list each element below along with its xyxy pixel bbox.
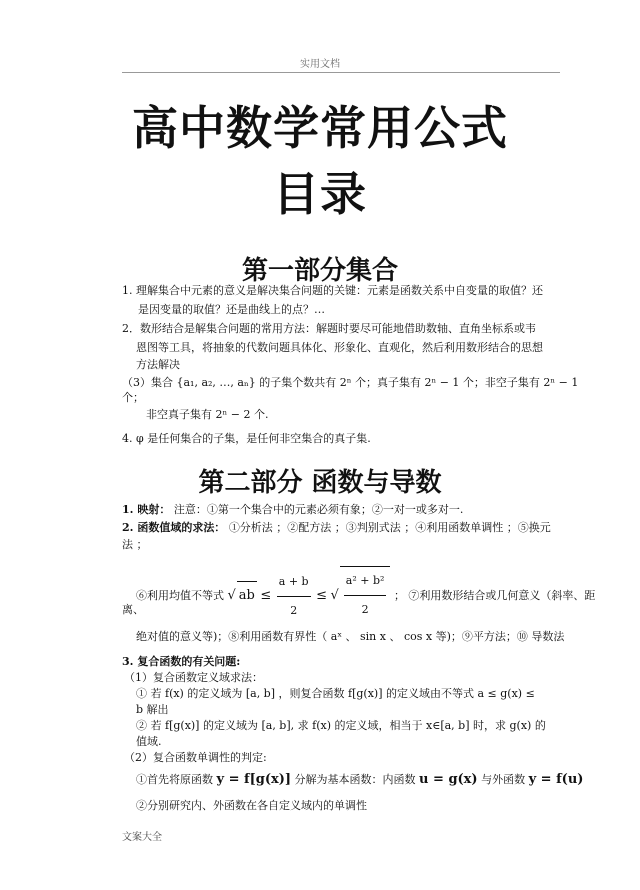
mapping-text: 注意：①第一个集合中的元素必须有象；②一对一或多对一. [173,503,464,516]
page-header: 实用文档 [300,59,340,70]
mean-cont: 离、 [122,603,144,616]
item-3-line1 [122,376,578,390]
composite-line-5: 值域. [136,735,162,748]
decompose-mid: 分解为基本函数：内函数 [291,773,420,786]
decompose-pre: ①首先将原函数 [136,773,217,786]
doc-subtitle: 目录 [273,167,367,221]
composite-line-2: ① 若 f(x) 的定义域为 [a, b] ，则复合函数 f[g(x)] 的定义域由不等式 a ≤ g(x) ≤ [136,687,535,700]
range-label: 2. 函数值域的求法： [122,521,226,534]
sqrt-ab: ab [237,581,257,610]
le-sign-2: ≤ [316,588,327,603]
composite-line-6: （2）复合函数单调性的判定: [124,751,267,764]
item-4: 4. φ 是任何集合的子集，是任何非空集合的真子集. [122,432,371,445]
fraction-denominator-2: 2 [361,603,369,616]
le-sign-1: ≤ [260,588,272,603]
item-3-prefix: （3）集合 {a₁, a₂, …, aₙ} 的子集个数共有 2ⁿ 个；真子集有 2ⁿ − 1 个；非空子集有 2ⁿ − 1 [122,376,579,389]
item-1-line1: 1. 理解集合中元素的意义是解决集合问题的关键：元素是函数关系中自变量的取值？还 [122,284,543,297]
section-heading-part2: 第二部分 函数与导数 [198,468,442,498]
section-heading-part1: 第一部分集合 [241,256,398,286]
composite-line-3: b 解出 [136,703,169,716]
item-2-line2: 恩图等工具，将抽象的代数问题具体化、形象化、直观化，然后利用数形结合的思想 [136,341,543,354]
doc-title: 高中数学常用公式 [132,101,508,155]
formula-u-gx: u = g(x) [419,772,478,787]
item-3-suffix: 个； [122,391,144,404]
fraction-numerator-2: a² + b² [344,567,387,596]
mapping-label: 1. 映射： [122,503,171,516]
mean-inequality-line: ⑥利用均值不等式 √ ab ≤ $\frac{a + b}{2}$ ≤ √ $\frac{\text{a² + b²}}{2}$ ； ⑦利用数形结合或几何意义（斜率、距 [136,566,595,625]
decompose-mid2: 与外函数 [477,773,529,786]
mean-prefix: ⑥利用均值不等式 [136,589,224,602]
mean-suffix: ； ⑦利用数形结合或几何意义（斜率、距 [393,589,596,602]
item-3-line2: 非空真子集有 2ⁿ − 2 个. [146,408,269,421]
composite-line-4: ② 若 f[g(x)] 的定义域为 [a, b], 求 f(x) 的定义域，相当于 x∈[a, b] 时，求 g(x) 的 [136,719,546,732]
item-2-line3: 方法解决 [136,358,180,371]
fraction-denominator: 2 [290,603,298,617]
item-2-line1: 2．数形结合是解集合问题的常用方法：解题时要尽可能地借助数轴、直角坐标系或韦 [122,322,536,335]
fraction-numerator: a + b [277,568,311,597]
fraction-square-mean [344,567,387,624]
bounded-line: 绝对值的意义等)；⑧利用函数有界性（ aˣ 、 sin x 、 cos x 等)；⑨平方法；⑩ 导数法 [136,630,565,643]
range-line [122,521,551,535]
study-line: ②分别研究内、外函数在各自定义域内的单调性 [136,799,367,812]
fraction-a-plus-b [277,568,311,625]
item-1-line2: 是因变量的取值？还是曲线上的点？… [138,303,325,316]
formula-y-fu: y = f(u) [528,772,584,787]
header-divider [122,72,560,73]
composite-line-1: （1）复合函数定义域求法： [124,671,263,684]
formula-y-fgx: y = f[g(x)] [216,772,292,787]
decompose-line [136,773,583,787]
mapping-line [122,503,463,517]
composite-label: 3. 复合函数的有关问题: [122,655,241,668]
range-line2: 法 ； [122,538,148,551]
page-footer: 文案大全 [122,832,162,843]
range-text: ①分析法 ；②配方法 ；③判别式法 ；④利用函数单调性 ；⑤换元 [228,521,551,534]
